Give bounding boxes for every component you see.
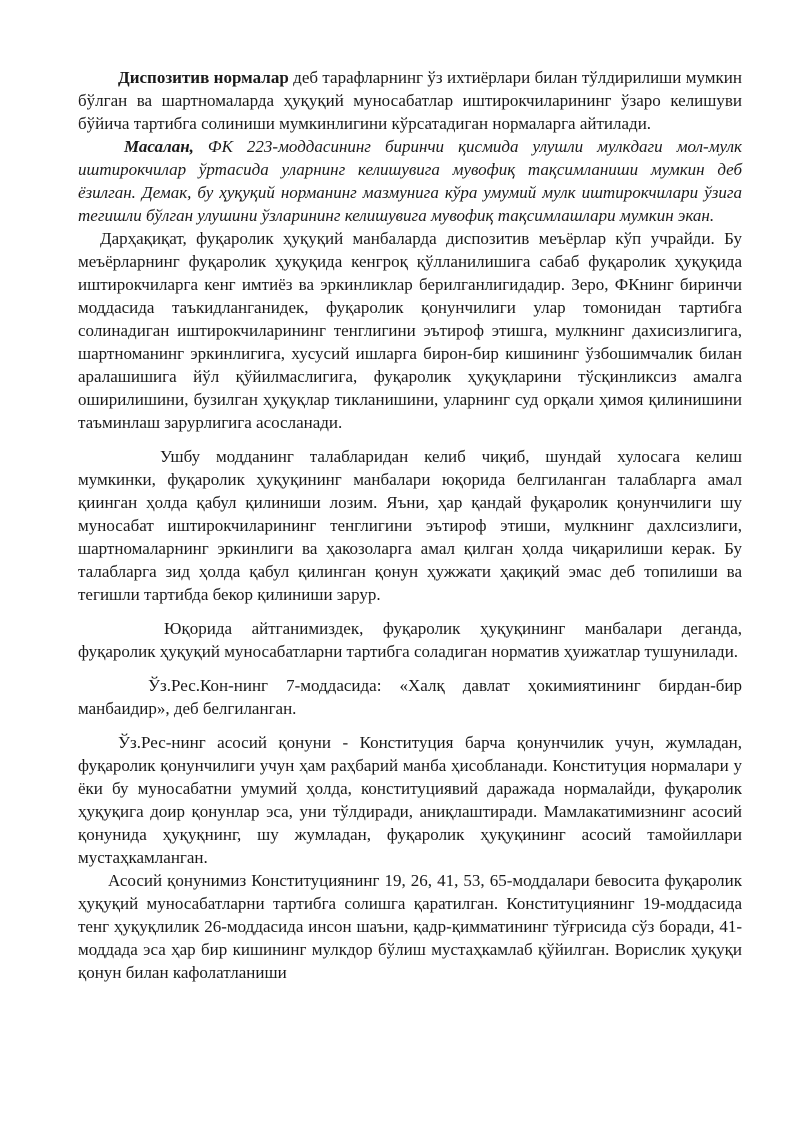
paragraph-sources: Юқорида айтганимиздек, фуқаролик ҳуқуқининг манбалари деганда, фуқаролик ҳуқуқий муносабатларни тартибга соладиган норматив ҳуижатлар тушунилади. — [78, 619, 742, 661]
paragraph-text: деб тарафларнинг ўз ихтиёрлари билан тўлдирилиши мумкин бўлган ва шартномаларда ҳуқуқий муносабатлар иштирокчиларининг ўзаро келишуви бўйича тартибга солиниши мумкинлигини кўрсатадиган нормаларга айтилади. — [78, 68, 742, 133]
paragraph-constitution-article-7: Ўз.Рес.Кон-нинг 7-моддасида: «Халқ давлат ҳокимиятининг бирдан-бир манбаидир», деб белгиланган. — [78, 676, 742, 718]
paragraph-article-requirements: Ушбу модданинг талабларидан келиб чиқиб, шундай хулосага келиш мумкинки, фуқаролик ҳуқуқининг манбалари юқорида белгиланган талабларга амал қиинган ҳолда қабул қилиниши лозим. Яъни, ҳар қандай фуқаролик қонунчилиги шу муносабат иштирокчиларининг тенглигини эътироф этиши, мулкнинг дахлсизлиги, шартномаларнинг эркинлиги ва ҳакозоларга амал қилган ҳолда чиқарилиши керак. Бу талабларга зид ҳолда қабул қилинган қонун ҳужжати ҳақиқий эмас деб топилиши ва тегишли тартибда бекор қилиниши зарур. — [78, 447, 742, 604]
paragraph-text: ФК 223-моддасининг биринчи қисмида улушли мулкдаги мол-мулк иштирокчилар ўртасида уларнинг келишувига мувофиқ тақсимланиши мумкин деб ёзилган. Демак, бу ҳуқуқий норманинг мазмунига кўра умумий мулк иштирокчилари ўзига тегишли бўлган улушини ўзларининг келишувига мувофиқ тақсимлашлари мумкин экан. — [78, 137, 742, 225]
paragraph-example — [78, 135, 742, 227]
term-bold: Диспозитив нормалар — [118, 68, 289, 87]
document-page — [78, 66, 742, 984]
paragraph-constitution-articles: Асосий қонунимиз Конституциянинг 19, 26, 41, 53, 65-моддалари бевосита фуқаролик ҳуқуқий муносабатларни тартибга солишга қаратилган. Конституциянинг 19-моддасида тенг ҳуқуқлилик 26-моддасида инсон шаъни, қадр-қимматининг тўғрисида сўз боради, 41-моддада эса ҳар бир кишининг мулкдор бўлиш мустаҳкамлаб қўйилган. Ворислик ҳуқуқи қонун билан кафолатланиши — [78, 871, 742, 982]
paragraph-basic-law: Ўз.Рес-нинг асосий қонуни - Конституция барча қонунчилик учун, жумладан, фуқаролик қонунчилиги учун ҳам раҳбарий манба ҳисобланади. Конституция нормалари у ёки бу муносабатни умумий ҳолда, конституциявий даражада нормалайди, фуқаролик ҳуқуқига доир қонунлар эса, уни тўлдиради, аниқлаштиради. Мамлакатимизнинг асосий қонунида ҳуқуқнинг, шу жумладан, фуқаролик ҳуқуқининг асосий тамойиллари мустаҳкамланган. — [78, 733, 742, 867]
example-bold: Масалан, — [124, 137, 194, 156]
paragraph-dispositive-norms — [78, 66, 742, 135]
paragraph-indeed: Дарҳақиқат, фуқаролик ҳуқуқий манбаларда диспозитив меъёрлар кўп учрайди. Бу меъёрларнинг фуқаролик ҳуқуқида кенгроқ қўлланилишига сабаб фуқаролик ҳуқуқида иштирокчиларга кенг имтиёз ва эркинликлар берилганлигидадир. Зеро, ФКнинг биринчи моддасида таъкидланганидек, фуқаролик қонунчилиги улар томонидан тартибга солинадиган иштирокчиларининг тенглигини эътироф этишга, мулкнинг дахисизлигига, шартноманинг эркинлигига, хусусий ишларга бирон-бир кишининг ўзбошимчалик билан аралашишига йўл қўйилмаслигига, фуқаролик ҳуқуқларини тўсқинликсиз амалга оширилишини, бузилган ҳуқуқлар тикланишини, уларнинг суд орқали ҳимоя қилинишини таъминлаш зарурлигига асосланади. — [78, 229, 742, 432]
